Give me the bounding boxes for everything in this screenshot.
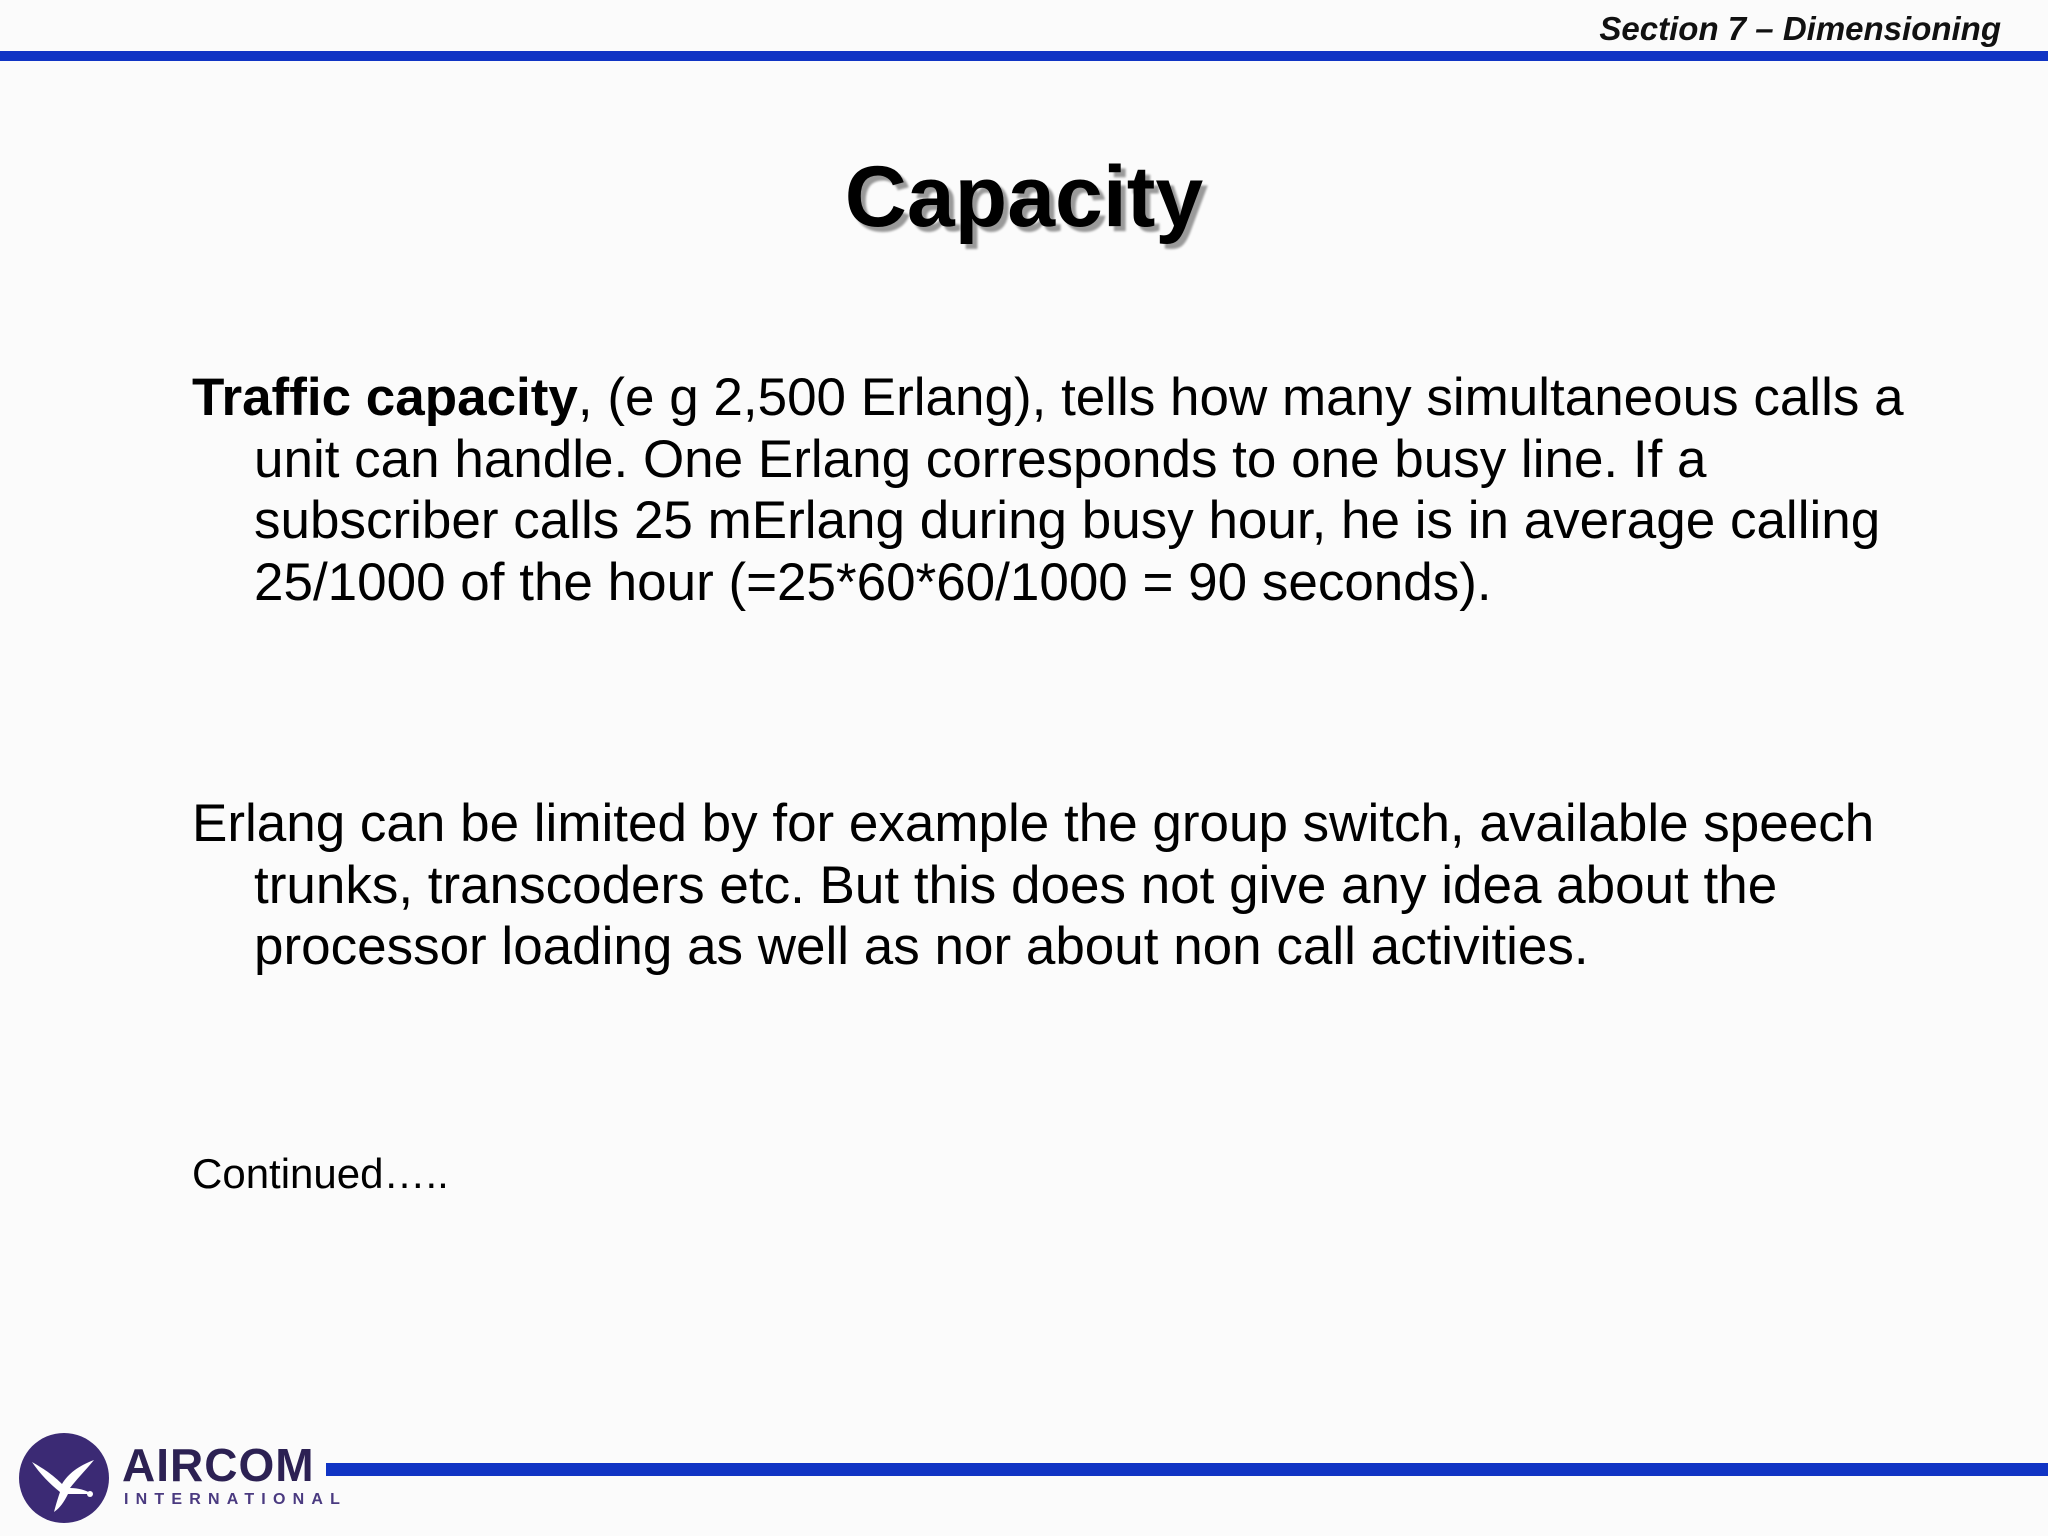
logo-wordmark: AIRCOM xyxy=(122,1439,315,1491)
continued-note: Continued….. xyxy=(192,1150,449,1197)
paragraph-lead-term: Traffic capacity xyxy=(192,368,578,427)
paragraph-body: , (e g 2,500 Erlang), tells how many simultaneous calls a unit can handle. One Erlang corresponds to one busy line. If a subscriber calls 25 mErlang during busy hour, he is in average calling 25/1000 of the hour (=25*60*60/1000 = 90 seconds). xyxy=(254,368,1904,612)
slide-title: Capacity xyxy=(844,149,1204,245)
top-divider xyxy=(0,51,2048,61)
paragraph-traffic-capacity xyxy=(192,367,1954,613)
bird-logo-icon xyxy=(18,1432,110,1524)
paragraph-erlang-limits: Erlang can be limited by for example the group switch, available speech trunks, transcoders etc. But this does not give any idea about the processor loading as well as nor about non call activities. xyxy=(192,794,1875,976)
aircom-logo xyxy=(18,1432,348,1524)
section-header: Section 7 – Dimensioning xyxy=(1599,10,2001,47)
bottom-divider xyxy=(326,1463,2048,1476)
logo-subtitle: INTERNATIONAL xyxy=(124,1491,348,1508)
